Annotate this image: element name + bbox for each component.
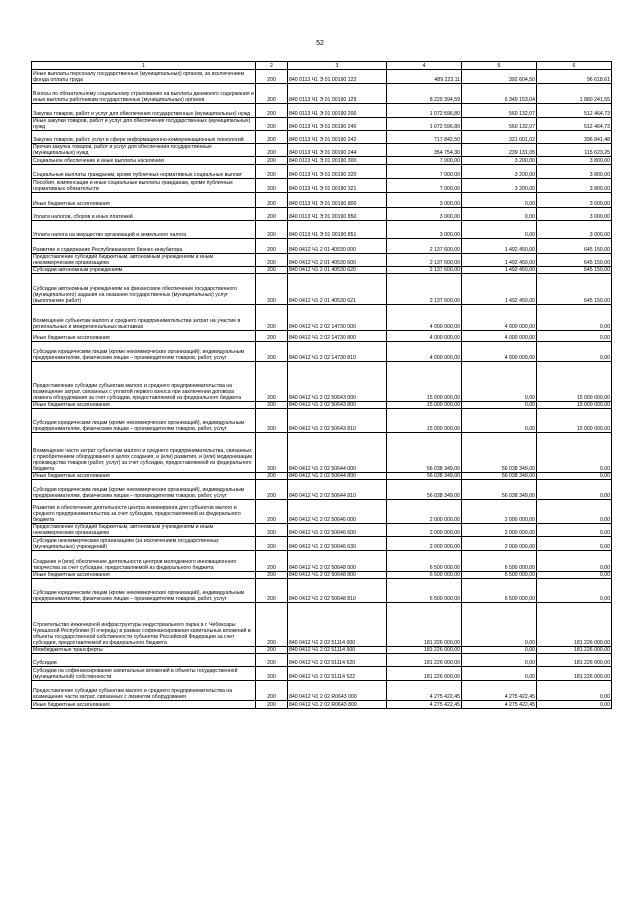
row-budget-code-cell: 840 0113 Ч1 Э 01 00190 320 [288,165,387,179]
table-row [32,193,612,208]
row-line-code-cell: 200 [256,654,288,667]
row-remaining-cell: 0,00 [537,473,612,480]
row-line-code-cell: 200 [256,647,288,654]
row-approved-cell: 56 038 349,00 [387,433,462,473]
table-row [32,118,612,131]
row-line-code-cell: 200 [256,165,288,179]
table-row [32,654,612,667]
row-name-cell: Межбюджетные трансферты [32,647,256,654]
row-remaining-cell: 3 000,00 [537,221,612,239]
row-name-cell: Развитие и обеспечение деятельности центра инжиниринга для субъектов малого и среднего предпринимательства за счет субсидии, предоставляемой из федерального бюджета [32,500,256,524]
row-executed-cell: 56 038 349,00 [462,433,537,473]
table-row [32,433,612,473]
row-executed-cell: 56 038 349,00 [462,480,537,500]
row-executed-cell: 0,00 [462,362,537,402]
row-budget-code-cell: 840 0412 Ч1 2 02 51114 500 [288,647,387,654]
table-row [32,402,612,409]
row-approved-cell: 4 275 422,45 [387,701,462,709]
row-name-cell: Субсидии на софинансирование капитальных вложений в объекты государственной (муниципальной) собственности [32,667,256,681]
row-approved-cell: 7 000,00 [387,157,462,165]
row-line-code-cell: 200 [256,579,288,603]
row-name-cell: Субсидии юридическим лицам (кроме некоммерческих организаций), индивидуальным предпринимателям, физическим лицам – производителям товаров, работ, услуг [32,409,256,433]
column-header: 3 [288,62,387,70]
row-budget-code-cell: 840 0113 Ч1 Э 01 00190 122 [288,70,387,84]
row-executed-cell: 0,00 [462,603,537,647]
row-name-cell: Предоставление субсидии субъектам малого и среднего предпринимательства на возмещение затрат, связанных с уплатой первого взноса при заключении договора лизинга оборудования за счет субсидии, предоставляемой из федерального бюджета [32,362,256,402]
column-header: 1 [32,62,256,70]
row-line-code-cell: 200 [256,701,288,709]
column-header: 2 [256,62,288,70]
row-name-cell: Субсидии автономным учреждениям [32,267,256,274]
row-executed-cell: 6 500 000,00 [462,551,537,572]
row-budget-code-cell: 840 0412 Ч1 2 01 40530 000 [288,239,387,254]
row-budget-code-cell: 840 0412 Ч1 2 01 40530 621 [288,274,387,305]
table-row [32,701,612,709]
row-remaining-cell: 181 226 000,00 [537,603,612,647]
table-row [32,551,612,572]
table-row [32,131,612,144]
row-remaining-cell: 0,00 [537,524,612,537]
row-executed-cell: 3 200,00 [462,165,537,179]
table-row [32,84,612,104]
row-budget-code-cell: 840 0113 Ч1 Э 01 00190 240 [288,118,387,131]
row-executed-cell: 0,00 [462,221,537,239]
table-row [32,537,612,551]
row-budget-code-cell: 840 0412 Ч1 2 02 50643 810 [288,409,387,433]
row-approved-cell: 56 038 349,00 [387,480,462,500]
row-remaining-cell: 3 800,00 [537,157,612,165]
row-approved-cell: 15 000 000,00 [387,409,462,433]
row-executed-cell: 321 001,02 [462,131,537,144]
row-line-code-cell: 200 [256,305,288,331]
row-line-code-cell: 200 [256,572,288,579]
table-row [32,165,612,179]
row-name-cell: Иные выплаты персоналу государственных (муниципальных) органов, за исключением фонда оплаты труда [32,70,256,84]
row-executed-cell: 1 492 450,00 [462,274,537,305]
row-approved-cell: 4 000 000,00 [387,331,462,342]
row-budget-code-cell: 840 0412 Ч1 2 02 50646 000 [288,500,387,524]
row-executed-cell: 0,00 [462,193,537,208]
row-line-code-cell: 200 [256,254,288,267]
row-line-code-cell: 200 [256,179,288,193]
row-approved-cell: 6 500 000,00 [387,572,462,579]
row-remaining-cell: 0,00 [537,681,612,701]
row-line-code-cell: 200 [256,118,288,131]
table-row [32,274,612,305]
row-approved-cell: 3 000,00 [387,208,462,221]
table-row [32,603,612,647]
row-line-code-cell: 200 [256,537,288,551]
row-remaining-cell: 645 150,00 [537,254,612,267]
row-remaining-cell: 0,00 [537,701,612,709]
row-remaining-cell: 0,00 [537,579,612,603]
row-budget-code-cell: 840 0412 Ч1 2 01 40530 600 [288,254,387,267]
row-approved-cell: 7 000,00 [387,165,462,179]
row-line-code-cell: 200 [256,681,288,701]
row-budget-code-cell: 840 0113 Ч1 Э 01 00190 800 [288,193,387,208]
row-budget-code-cell: 840 0113 Ч1 Э 01 00190 851 [288,221,387,239]
row-name-cell: Субсидии некоммерческим организациям (за исключением государственных (муниципальных) учреждений) [32,537,256,551]
row-name-cell: Возмещение части затрат субъектам малого и среднего предпринимательства, связанных с приобретением оборудования в целях создания, и (или) развития, и (или) модернизации производства товаров (работ, услуг) за счет субсидии, предоставляемой из федерального бюджета [32,433,256,473]
row-line-code-cell: 200 [256,104,288,118]
row-executed-cell: 4 275 422,45 [462,681,537,701]
row-name-cell: Субсидии юридическим лицам (кроме некоммерческих организаций), индивидуальным предпринимателям, физическим лицам – производителям товаров, работ, услуг [32,342,256,362]
row-approved-cell: 2 000 000,00 [387,500,462,524]
row-remaining-cell: 15 000 000,00 [537,362,612,402]
row-remaining-cell: 181 226 000,00 [537,647,612,654]
column-header: 5 [462,62,537,70]
row-executed-cell: 0,00 [462,654,537,667]
row-approved-cell: 8 229 394,59 [387,84,462,104]
table-row [32,480,612,500]
row-remaining-cell: 0,00 [537,331,612,342]
row-remaining-cell: 3 000,00 [537,193,612,208]
row-executed-cell: 0,00 [462,667,537,681]
row-executed-cell: 392 604,50 [462,70,537,84]
row-line-code-cell: 200 [256,551,288,572]
row-line-code-cell: 200 [256,267,288,274]
row-name-cell: Пособия, компенсации и иные социальные выплаты гражданам, кроме публичных нормативных обязательств [32,179,256,193]
row-remaining-cell: 0,00 [537,305,612,331]
row-budget-code-cell: 840 0412 Ч1 2 02 50644 800 [288,473,387,480]
row-budget-code-cell: 840 0113 Ч1 Э 01 00190 300 [288,157,387,165]
row-remaining-cell: 645 150,00 [537,274,612,305]
row-approved-cell: 6 500 000,00 [387,551,462,572]
budget-table [31,61,612,709]
row-line-code-cell: 200 [256,362,288,402]
row-line-code-cell: 200 [256,603,288,647]
row-approved-cell: 2 137 600,00 [387,239,462,254]
row-name-cell: Иные бюджетные ассигнования [32,331,256,342]
row-name-cell: Иные бюджетные ассигнования [32,402,256,409]
row-executed-cell: 4 275 422,45 [462,701,537,709]
row-remaining-cell: 0,00 [537,537,612,551]
row-name-cell: Уплата налогов, сборов и иных платежей [32,208,256,221]
row-executed-cell: 6 500 000,00 [462,579,537,603]
row-remaining-cell: 15 000 000,00 [537,402,612,409]
row-approved-cell: 15 000 000,00 [387,362,462,402]
row-line-code-cell: 200 [256,500,288,524]
row-executed-cell: 239 131,05 [462,144,537,157]
row-budget-code-cell: 840 0412 Ч1 2 02 14730 800 [288,331,387,342]
row-executed-cell: 1 492 450,00 [462,267,537,274]
row-budget-code-cell: 840 0113 Ч1 Э 01 00190 321 [288,179,387,193]
row-name-cell: Создание и (или) обеспечение деятельности центров молодежного инновационного творчества за счет субсидии, предоставляемой из федерального бюджета [32,551,256,572]
row-approved-cell: 181 226 000,00 [387,667,462,681]
row-name-cell: Предоставление субсидии субъектам малого и среднего предпринимательства на возмещение части затрат, связанных с лизингом оборудования [32,681,256,701]
row-name-cell: Иные бюджетные ассигнования [32,572,256,579]
row-executed-cell: 560 132,07 [462,104,537,118]
row-remaining-cell: 645 150,00 [537,267,612,274]
table-row [32,144,612,157]
row-remaining-cell: 512 464,73 [537,118,612,131]
table-row [32,409,612,433]
row-approved-cell: 2 000 000,00 [387,537,462,551]
row-executed-cell: 4 000 000,00 [462,331,537,342]
row-executed-cell: 3 200,00 [462,157,537,165]
table-row [32,579,612,603]
row-name-cell: Возмещение субъектам малого и среднего предпринимательства затрат на участие в региональных и межрегиональных выставках [32,305,256,331]
row-remaining-cell: 3 000,00 [537,208,612,221]
row-budget-code-cell: 840 0113 Ч1 Э 01 00190 242 [288,131,387,144]
row-name-cell: Закупка товаров, работ и услуг для обеспечения государственных (муниципальных) нужд [32,104,256,118]
row-budget-code-cell: 840 0412 Ч1 2 02 R0643 000 [288,681,387,701]
row-remaining-cell: 181 226 000,00 [537,654,612,667]
row-approved-cell: 15 000 000,00 [387,402,462,409]
row-remaining-cell: 115 623,25 [537,144,612,157]
row-executed-cell: 56 038 349,00 [462,473,537,480]
row-line-code-cell: 200 [256,274,288,305]
table-row [32,267,612,274]
row-executed-cell: 0,00 [462,409,537,433]
row-budget-code-cell: 840 0412 Ч1 2 02 14730 000 [288,305,387,331]
row-executed-cell: 1 492 450,00 [462,239,537,254]
table-row [32,572,612,579]
row-name-cell: Уплата налога на имущество организаций и земельного налога [32,221,256,239]
row-name-cell: Субсидии юридическим лицам (кроме некоммерческих организаций), индивидуальным предпринимателям, физическим лицам – производителям товаров, работ, услуг [32,579,256,603]
row-approved-cell: 2 137 600,00 [387,267,462,274]
row-name-cell: Строительство инженерной инфраструктуры индустриального парка в г. Чебоксары Чувашской Республики (II очередь) в рамках софинансирования капитальных вложений в объекты государственной собственности субъектов Российской Федерации за счет субсидии, предоставляемой из федерального бюджета [32,603,256,647]
row-remaining-cell: 181 226 000,00 [537,667,612,681]
table-row [32,179,612,193]
row-remaining-cell: 96 618,61 [537,70,612,84]
row-approved-cell: 717 842,50 [387,131,462,144]
row-remaining-cell: 0,00 [537,480,612,500]
table-row [32,221,612,239]
row-line-code-cell: 200 [256,409,288,433]
row-name-cell: Субсидии [32,654,256,667]
row-budget-code-cell: 840 0412 Ч1 2 02 50648 000 [288,551,387,572]
row-budget-code-cell: 840 0412 Ч1 2 02 51114 520 [288,654,387,667]
row-line-code-cell: 200 [256,667,288,681]
row-name-cell: Взносы по обязательному социальному страхованию на выплаты денежного содержания и иные выплаты работникам государственных (муниципальных) органов [32,84,256,104]
row-budget-code-cell: 840 0412 Ч1 2 02 50646 630 [288,537,387,551]
row-budget-code-cell: 840 0412 Ч1 2 02 50644 000 [288,433,387,473]
row-executed-cell: 2 000 000,00 [462,537,537,551]
row-executed-cell: 6 500 000,00 [462,572,537,579]
row-executed-cell: 4 000 000,00 [462,305,537,331]
row-budget-code-cell: 840 0113 Ч1 Э 01 00190 850 [288,208,387,221]
table-row [32,104,612,118]
row-approved-cell: 181 226 000,00 [387,654,462,667]
row-remaining-cell: 3 800,00 [537,165,612,179]
row-remaining-cell: 15 000 000,00 [537,409,612,433]
row-line-code-cell: 200 [256,131,288,144]
page-number: 52 [316,40,324,47]
table-row [32,254,612,267]
row-name-cell: Предоставление субсидий бюджетным, автономным учреждениям и иным некоммерческим организациям [32,254,256,267]
row-approved-cell: 4 000 000,00 [387,305,462,331]
row-budget-code-cell: 840 0412 Ч1 2 02 50644 810 [288,480,387,500]
row-budget-code-cell: 840 0412 Ч1 2 02 50648 800 [288,572,387,579]
row-budget-code-cell: 840 0412 Ч1 2 01 40530 620 [288,267,387,274]
row-line-code-cell: 200 [256,402,288,409]
row-line-code-cell: 200 [256,221,288,239]
row-remaining-cell: 1 880 241,55 [537,84,612,104]
column-header: 4 [387,62,462,70]
row-executed-cell: 1 492 450,00 [462,254,537,267]
row-executed-cell: 3 200,00 [462,179,537,193]
table-row [32,157,612,165]
row-budget-code-cell: 840 0412 Ч1 2 02 50646 600 [288,524,387,537]
row-name-cell: Иные бюджетные ассигнования [32,473,256,480]
row-line-code-cell: 200 [256,331,288,342]
row-remaining-cell: 396 841,48 [537,131,612,144]
row-approved-cell: 181 226 000,00 [387,647,462,654]
row-line-code-cell: 200 [256,480,288,500]
row-approved-cell: 3 000,00 [387,193,462,208]
row-budget-code-cell: 840 0412 Ч1 2 02 51114 522 [288,667,387,681]
table-row [32,239,612,254]
row-approved-cell: 3 000,00 [387,221,462,239]
row-remaining-cell: 0,00 [537,342,612,362]
table-header-row [32,62,612,70]
table-row [32,362,612,402]
row-name-cell: Развитие и содержание Республиканского бизнес-инкубатора [32,239,256,254]
row-name-cell: Иные закупки товаров, работ и услуг для обеспечения государственных (муниципальных) нужд [32,118,256,131]
row-budget-code-cell: 840 0412 Ч1 2 02 R0643 800 [288,701,387,709]
row-budget-code-cell: 840 0412 Ч1 2 02 51114 000 [288,603,387,647]
table-row [32,305,612,331]
row-executed-cell: 560 132,07 [462,118,537,131]
row-approved-cell: 2 137 600,00 [387,254,462,267]
row-approved-cell: 1 072 596,80 [387,118,462,131]
row-remaining-cell: 0,00 [537,500,612,524]
row-line-code-cell: 200 [256,144,288,157]
row-approved-cell: 354 754,30 [387,144,462,157]
row-approved-cell: 56 038 349,00 [387,473,462,480]
row-budget-code-cell: 840 0412 Ч1 2 02 50648 810 [288,579,387,603]
row-budget-code-cell: 840 0113 Ч1 Э 01 00190 129 [288,84,387,104]
row-executed-cell: 0,00 [462,647,537,654]
table-row [32,500,612,524]
row-executed-cell: 6 349 153,04 [462,84,537,104]
table-row [32,473,612,480]
row-line-code-cell: 200 [256,84,288,104]
row-line-code-cell: 200 [256,208,288,221]
row-executed-cell: 0,00 [462,402,537,409]
row-executed-cell: 4 000 000,00 [462,342,537,362]
row-remaining-cell: 0,00 [537,551,612,572]
row-approved-cell: 6 500 000,00 [387,579,462,603]
row-executed-cell: 2 000 000,00 [462,500,537,524]
column-header: 6 [537,62,612,70]
row-name-cell: Субсидии юридическим лицам (кроме некоммерческих организаций), индивидуальным предпринимателям, физическим лицам – производителям товаров, работ, услуг [32,480,256,500]
row-line-code-cell: 200 [256,524,288,537]
row-approved-cell: 7 000,00 [387,179,462,193]
row-name-cell: Иные бюджетные ассигнования [32,701,256,709]
table-row [32,524,612,537]
row-budget-code-cell: 840 0412 Ч1 2 02 50643 800 [288,402,387,409]
table-row [32,681,612,701]
table-row [32,647,612,654]
row-budget-code-cell: 840 0412 Ч1 2 02 50643 000 [288,362,387,402]
row-approved-cell: 2 000 000,00 [387,524,462,537]
row-line-code-cell: 200 [256,70,288,84]
row-executed-cell: 0,00 [462,208,537,221]
row-line-code-cell: 200 [256,473,288,480]
row-remaining-cell: 3 800,00 [537,179,612,193]
row-budget-code-cell: 840 0412 Ч1 2 02 14730 810 [288,342,387,362]
row-approved-cell: 489 223,11 [387,70,462,84]
row-name-cell: Социальное обеспечение и иные выплаты населению [32,157,256,165]
row-name-cell: Социальные выплаты гражданам, кроме публичных нормативных социальных выплат [32,165,256,179]
row-budget-code-cell: 840 0113 Ч1 Э 01 00190 244 [288,144,387,157]
row-line-code-cell: 200 [256,342,288,362]
row-remaining-cell: 645 150,00 [537,239,612,254]
table-row [32,70,612,84]
row-remaining-cell: 0,00 [537,433,612,473]
row-approved-cell: 2 137 600,00 [387,274,462,305]
row-executed-cell: 2 000 000,00 [462,524,537,537]
row-approved-cell: 4 000 000,00 [387,342,462,362]
row-name-cell: Субсидии автономным учреждениям на финансовое обеспечение государственного (муниципального) задания на оказание государственных (муниципальных) услуг (выполнение работ) [32,274,256,305]
row-line-code-cell: 200 [256,239,288,254]
row-line-code-cell: 200 [256,193,288,208]
row-approved-cell: 181 226 000,00 [387,603,462,647]
row-budget-code-cell: 840 0113 Ч1 Э 01 00190 200 [288,104,387,118]
row-name-cell: Прочая закупка товаров, работ и услуг для обеспечения государственных (муниципальных) нужд [32,144,256,157]
table-row [32,331,612,342]
row-name-cell: Закупка товаров, работ, услуг в сфере информационно-коммуникационных технологий [32,131,256,144]
row-approved-cell: 1 072 596,80 [387,104,462,118]
table-row [32,342,612,362]
row-name-cell: Иные бюджетные ассигнования [32,193,256,208]
table-row [32,667,612,681]
table-row [32,208,612,221]
row-line-code-cell: 200 [256,433,288,473]
row-remaining-cell: 0,00 [537,572,612,579]
row-name-cell: Предоставление субсидий бюджетным, автономным учреждениям и иным некоммерческим организациям [32,524,256,537]
row-line-code-cell: 200 [256,157,288,165]
row-approved-cell: 4 275 422,45 [387,681,462,701]
row-remaining-cell: 512 464,73 [537,104,612,118]
